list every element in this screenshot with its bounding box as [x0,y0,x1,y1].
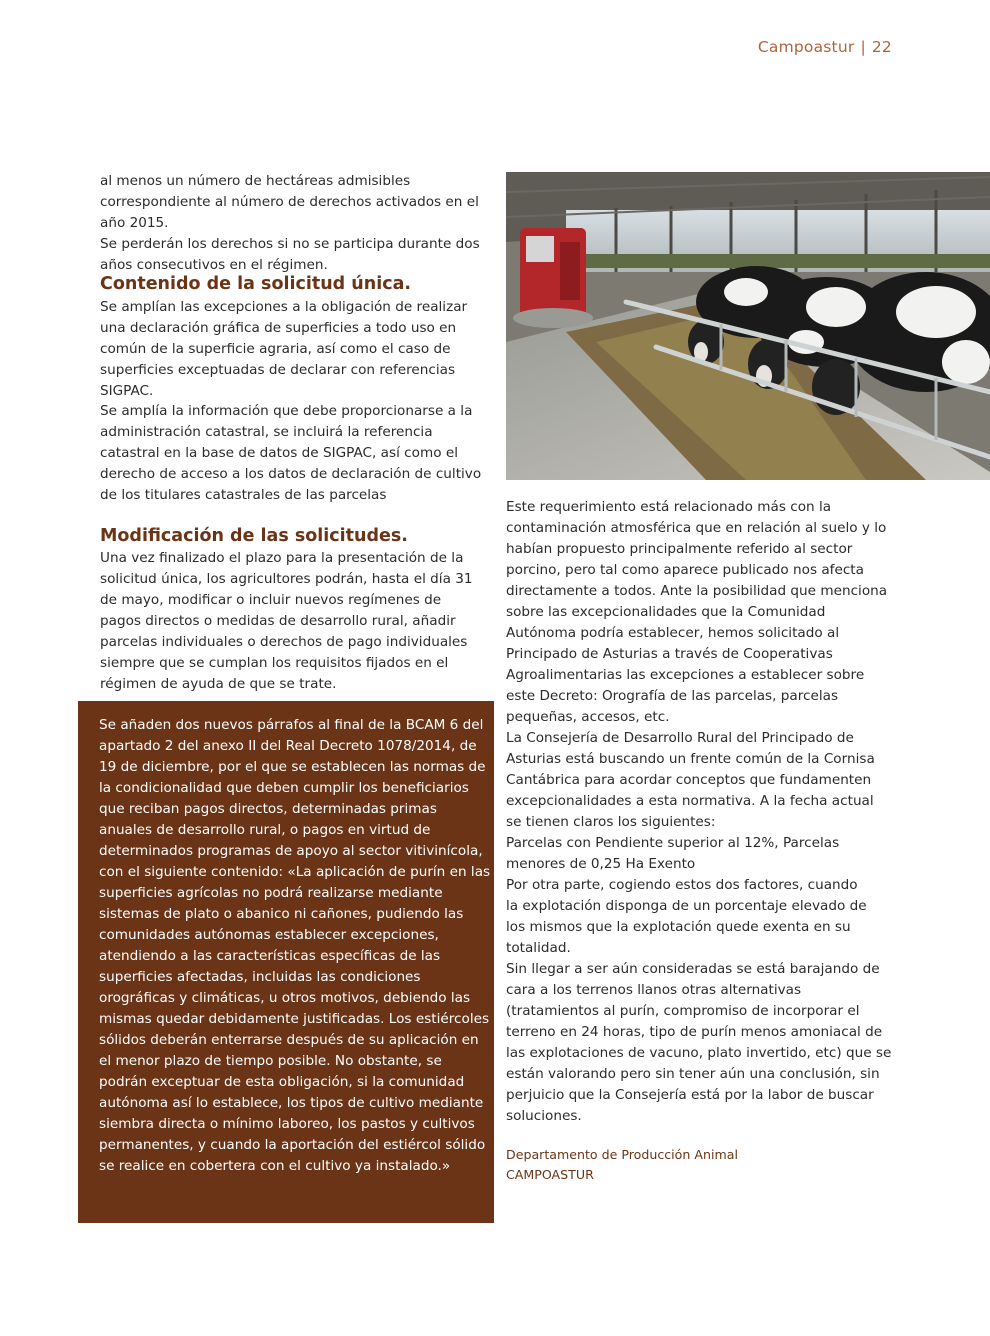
paragraph-exceptions: Se amplían las excepciones a la obligación de realizar una declaración gráfica de superficies a todo uso en común de la superficie agraria, así como el caso de superficies exceptuadas de declarar con referencias SIGPAC. [100,299,468,399]
paragraph-loss: Se perderán los derechos si no se participa durante dos años consecutivos en el régimen. [100,236,480,273]
page-number: 22 [871,38,892,56]
header-separator: | [860,38,866,56]
dairy-barn-photo [506,172,990,480]
callout-text: Se añaden dos nuevos párrafos al final de la BCAM 6 del apartado 2 del anexo II del Real Decreto 1078/2014, de 19 de diciembre, por el que se establecen las normas de la condicionalidad que deben cumplir los beneficiarios que reciban pagos directos, determinadas primas anuales de desarrollo rural, o pagos en virtud de determinados programas de apoyo al sector vitivinícola, con el siguiente contenido: «La aplicación de purín en las superficies agrícolas no podrá realizarse mediante sistemas de plato o abanico ni cañones, pudiendo las comunidades autónomas establecer excepciones, atendiendo a las características específicas de las superficies afectadas, incluidas las condiciones orográficas y climáticas, u otros motivos, debiendo las mismas quedar debidamente justificadas. Los estiércoles sólidos deberán enterrarse después de su aplicación en el menor plazo de tiempo posible. No obstante, se podrán exceptuar de esta obligación, si la comunidad autónoma así lo establece, los tipos de cultivo mediante siembra directa o mínimo laboreo, los pastos y cultivos permanentes, y cuando la aportación del estiércol sólido se realice en cobertera con el cultivo ya instalado.» [99,717,491,1174]
paragraph-parcelas: Parcelas con Pendiente superior al 12%, Parcelas menores de 0,25 Ha Exento [506,835,840,872]
barn-illustration [506,172,990,480]
legal-callout-box [78,701,494,1223]
publication-name: Campoastur [757,38,855,56]
paragraph-sin-llegar: Sin llegar a ser aún consideradas se está barajando de cara a los terrenos llanos otras alternativas (tratamientos al purín, compromiso de incorporar el terreno en 24 horas, tipo de purín menos amoniacal de las explotaciones de vacuno, plato invertido, etc) que se están valorando pero sin tener aún una conclusión, sin perjuicio que la Consejería está por la labor de buscar soluciones. [506,961,892,1124]
article-signature [506,1145,738,1185]
signature-department: Departamento de Producción Animal [506,1147,738,1162]
paragraph-intro: al menos un número de hectáreas admisibles correspondiente al número de derechos activados en el año 2015. [100,173,479,231]
signature-organization: CAMPOASTUR [506,1167,594,1182]
heading-modificacion: Modificación de las solicitudes. [100,526,408,546]
paragraph-consejeria: La Consejería de Desarrollo Rural del Principado de Asturias está buscando un frente común de la Cornisa Cantábrica para acordar conceptos que fundamenten excepcionalidades a esta normativa. A la fecha actual se tienen claros los siguientes: [506,730,875,830]
heading-contenido: Contenido de la solicitud única. [100,274,412,294]
paragraph-catastral: Se amplía la información que debe proporcionarse a la administración catastral, se incluirá la referencia catastral en la base de datos de SIGPAC, así como el derecho de acceso a los datos de declaración de cultivo de los titulares catastrales de las parcelas [100,403,482,503]
page-header [758,38,892,56]
paragraph-otra-parte: Por otra parte, cogiendo estos dos factores, cuando la explotación disponga de un porcentaje elevado de los mismos que la explotación quede exenta en su totalidad. [506,877,867,956]
paragraph-modification: Una vez finalizado el plazo para la presentación de la solicitud única, los agricultores podrán, hasta el día 31 de mayo, modificar o incluir nuevos regímenes de pagos directos o medidas de desarrollo rural, añadir parcelas individuales o derechos de pago individuales siempre que se cumplan los requisitos fijados en el régimen de ayuda de que se trate. [100,550,473,692]
paragraph-requirement: Este requerimiento está relacionado más con la contaminación atmosférica que en relación al suelo y lo habían propuesto principalmente referido al sector porcino, pero tal como aparece publicado nos afecta directamente a todos. Ante la posibilidad que menciona sobre las excepcionalidades que la Comunidad Autónoma podría establecer, hemos solicitado al Principado de Asturias a través de Cooperativas Agroalimentarias las excepciones a establecer sobre este Decreto: Orografía de las parcelas, parcelas pequeñas, accesos, etc. [506,499,888,725]
